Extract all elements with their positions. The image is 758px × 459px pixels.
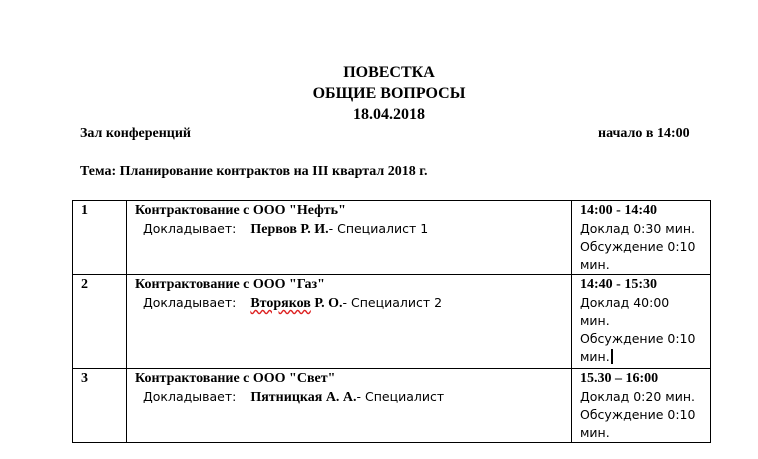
document-subtitle: ОБЩИЕ ВОПРОСЫ <box>312 85 466 102</box>
item-topic-cell[interactable] <box>127 275 572 369</box>
venue-label: Зал конференций <box>80 126 191 141</box>
item-title: Контрактование с ООО "Газ" <box>135 277 325 292</box>
speaker-line <box>135 388 566 407</box>
time-detail: Обсуждение 0:10 <box>580 239 696 254</box>
agenda-row <box>73 369 711 443</box>
start-time-label: начало в 14:00 <box>598 126 690 141</box>
speaker-line <box>135 294 566 313</box>
speaker-label: Докладывает: <box>143 295 237 310</box>
item-number[interactable]: 1 <box>73 201 127 275</box>
item-time-cell[interactable] <box>572 201 711 275</box>
time-detail: Доклад 0:20 мин. <box>580 389 695 404</box>
item-title: Контрактование с ООО "Свет" <box>135 371 336 386</box>
time-detail: Доклад 40:00 <box>580 295 670 310</box>
speaker-role: - Специалист 1 <box>328 221 429 236</box>
agenda-table <box>72 200 711 443</box>
item-time-cell[interactable] <box>572 275 711 369</box>
agenda-row <box>73 201 711 275</box>
item-time-cell[interactable] <box>572 369 711 443</box>
item-topic-cell[interactable] <box>127 201 572 275</box>
item-title: Контрактование с ООО "Нефть" <box>135 203 346 218</box>
item-number[interactable]: 2 <box>73 275 127 369</box>
time-range: 14:00 - 14:40 <box>580 203 657 218</box>
speaker-role: - Специалист <box>356 389 445 404</box>
topic-line: Тема: Планирование контрактов на III квартал 2018 г. <box>80 164 428 179</box>
time-detail: Обсуждение 0:10 <box>580 331 696 346</box>
speaker-label: Докладывает: <box>143 221 237 236</box>
time-detail: Доклад 0:30 мин. <box>580 221 695 236</box>
time-detail: мин. <box>580 425 610 440</box>
speaker-name: Пятницкая А. А. <box>250 390 357 405</box>
time-detail: мин. <box>580 349 610 364</box>
speaker-role: - Специалист 2 <box>342 295 443 310</box>
speaker-line <box>135 220 566 239</box>
document-heading <box>0 62 758 125</box>
speaker-label: Докладывает: <box>143 389 237 404</box>
item-topic-cell[interactable] <box>127 369 572 443</box>
time-range: 14:40 - 15:30 <box>580 277 657 292</box>
time-range: 15.30 – 16:00 <box>580 371 659 386</box>
agenda-row <box>73 275 711 369</box>
document-date: 18.04.2018 <box>353 106 425 123</box>
text-cursor <box>611 349 613 364</box>
time-detail: мин. <box>580 313 610 328</box>
speaker-name: Первов Р. И. <box>250 222 329 237</box>
item-number[interactable]: 3 <box>73 369 127 443</box>
time-detail-last <box>580 348 705 366</box>
speaker-initials: Р. О. <box>310 296 343 311</box>
time-detail: Обсуждение 0:10 <box>580 407 696 422</box>
document-title: ПОВЕСТКА <box>343 64 435 81</box>
speaker-name-misspelled: Вторяков <box>250 296 311 311</box>
time-detail: мин. <box>580 257 610 272</box>
